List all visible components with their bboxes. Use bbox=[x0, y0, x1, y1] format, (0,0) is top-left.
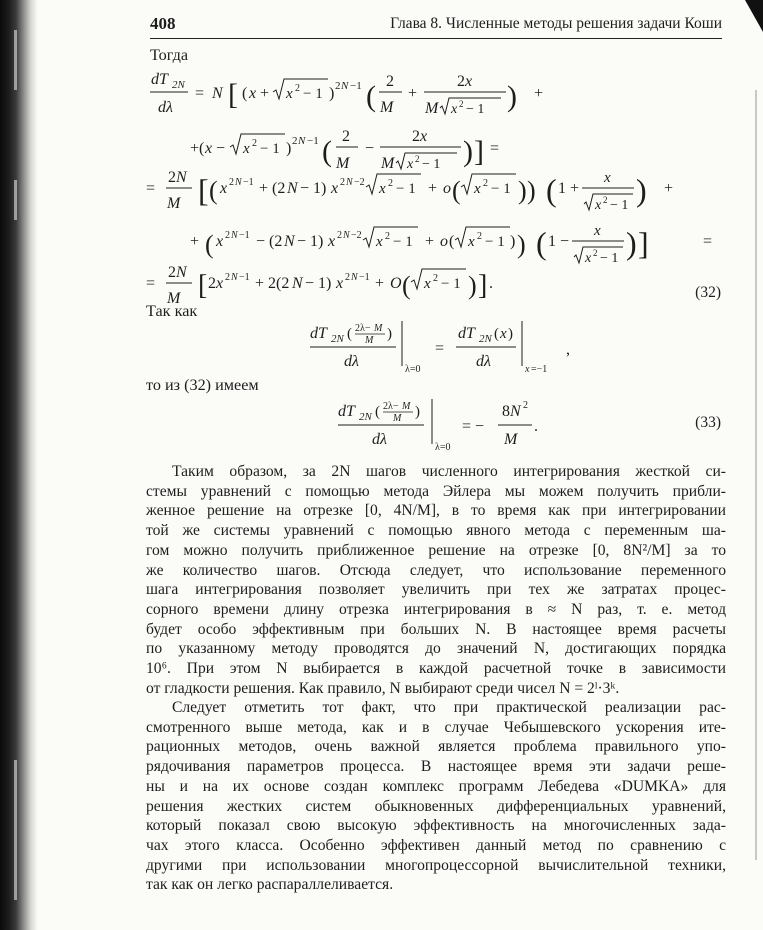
svg-text:x: x bbox=[420, 128, 428, 145]
paragraph-line: гом можно получить приближенное решение на отрезке [0, 8N²/M] за то bbox=[146, 541, 726, 559]
svg-text:− 1: − 1 bbox=[260, 141, 280, 157]
svg-text:(: ( bbox=[375, 404, 380, 420]
svg-text:2: 2 bbox=[292, 135, 298, 147]
svg-text:− 1): − 1) bbox=[297, 233, 324, 250]
svg-text:x: x bbox=[205, 140, 213, 157]
book-binding-shadow bbox=[0, 0, 38, 930]
text-to-iz-32: то из (32) имеем bbox=[146, 376, 259, 394]
svg-text:O: O bbox=[390, 275, 402, 292]
svg-text:− 1: − 1 bbox=[441, 276, 461, 292]
svg-text:dλ: dλ bbox=[476, 353, 491, 370]
equation-32-line-3 bbox=[146, 162, 706, 220]
svg-text:x: x bbox=[336, 275, 344, 292]
svg-text:2: 2 bbox=[386, 73, 394, 90]
svg-text:2: 2 bbox=[342, 128, 350, 145]
svg-text:N: N bbox=[212, 85, 223, 102]
svg-text:2: 2 bbox=[523, 400, 528, 411]
equation-32-line-1 bbox=[148, 66, 588, 126]
page-edge-line bbox=[755, 90, 757, 860]
svg-text:− (2: − (2 bbox=[256, 233, 283, 250]
svg-text:x: x bbox=[220, 180, 228, 197]
svg-text:=: = bbox=[195, 85, 205, 102]
svg-text:x: x bbox=[407, 157, 414, 172]
svg-text:M: M bbox=[374, 323, 383, 334]
svg-text:N: N bbox=[298, 135, 306, 147]
svg-text:(: ( bbox=[494, 326, 499, 342]
svg-text:x: x bbox=[451, 102, 458, 117]
svg-text:+: + bbox=[190, 233, 200, 250]
svg-text:2: 2 bbox=[412, 128, 420, 145]
svg-text:M: M bbox=[402, 401, 411, 412]
svg-text:x: x bbox=[525, 364, 530, 375]
svg-text:x: x bbox=[286, 86, 293, 102]
svg-text:=: = bbox=[490, 140, 500, 157]
svg-text:2: 2 bbox=[168, 169, 176, 186]
paragraph-line: же количество шагов. Отсюда следует, что использование переменного bbox=[146, 561, 726, 579]
svg-text:2: 2 bbox=[477, 231, 482, 242]
svg-text:): ) bbox=[527, 176, 536, 205]
svg-text:=: = bbox=[146, 275, 156, 292]
svg-text:+: + bbox=[534, 85, 544, 102]
svg-text:1 −: 1 − bbox=[548, 233, 570, 250]
svg-text:dλ: dλ bbox=[158, 99, 173, 116]
svg-text:− 1: − 1 bbox=[466, 102, 485, 117]
svg-text:=−1: =−1 bbox=[531, 364, 548, 375]
svg-text:8: 8 bbox=[502, 403, 510, 420]
svg-text:M: M bbox=[167, 290, 181, 307]
svg-text:]: ] bbox=[638, 225, 649, 261]
svg-text:M: M bbox=[380, 99, 394, 116]
paragraph-line: решения жестких систем обыкновенных дифференциальных уравнений, bbox=[146, 797, 726, 815]
svg-text:x: x bbox=[465, 73, 473, 90]
svg-text:N: N bbox=[351, 272, 358, 283]
svg-text:2: 2 bbox=[345, 272, 350, 283]
svg-text:+: + bbox=[408, 85, 418, 102]
svg-text:2: 2 bbox=[337, 230, 342, 241]
svg-text:2: 2 bbox=[208, 275, 216, 292]
svg-text:=: = bbox=[146, 180, 156, 197]
paragraph-line: от гладкости решения. Как правило, N выбирают среди чисел N = 2ˡ·3ᵏ. bbox=[146, 679, 620, 697]
svg-text:x: x bbox=[331, 180, 339, 197]
binding-streak bbox=[14, 30, 17, 90]
svg-text:2: 2 bbox=[483, 178, 488, 189]
paragraph-line: будет особо эффективным при больших N. В настоящее время расчеты bbox=[146, 620, 726, 638]
svg-text:(: ( bbox=[449, 233, 455, 250]
paragraph-line: Следует отметить тот факт, что при практической реализации рас- bbox=[172, 699, 726, 716]
svg-text:N: N bbox=[287, 180, 298, 197]
svg-text:x: x bbox=[424, 276, 431, 292]
svg-text:2: 2 bbox=[225, 230, 230, 241]
paragraph-line: который показал свою высокую эффективность на многочисленных зада- bbox=[146, 817, 726, 835]
svg-text:): ) bbox=[468, 271, 477, 300]
svg-text:M: M bbox=[167, 195, 181, 212]
binding-streak bbox=[14, 180, 17, 220]
paragraph-line: женное решение на отрезке [0, 4N/M], в то время как при интегрировании bbox=[146, 502, 726, 520]
svg-text:2λ−: 2λ− bbox=[355, 323, 371, 334]
svg-text:M: M bbox=[336, 155, 350, 172]
svg-text:dT: dT bbox=[338, 403, 355, 420]
svg-text:N: N bbox=[176, 169, 187, 186]
svg-text:=: = bbox=[703, 233, 713, 250]
svg-text:x: x bbox=[474, 181, 481, 197]
svg-text:2: 2 bbox=[335, 80, 341, 92]
paragraph-line: Таким образом, за 2N шагов численного интегрирования жесткой си- bbox=[172, 463, 726, 480]
svg-text:x: x bbox=[595, 198, 602, 213]
paragraph-line: сорного времени длину отрезка интегрирования в ≈ N раз, т. е. метод bbox=[146, 600, 726, 618]
svg-text:x: x bbox=[468, 234, 475, 250]
svg-text:+: + bbox=[428, 180, 438, 197]
svg-text:): ) bbox=[626, 225, 637, 261]
svg-text:x: x bbox=[500, 326, 507, 342]
svg-text:2: 2 bbox=[385, 231, 390, 242]
running-header bbox=[150, 14, 722, 39]
svg-text:(: ( bbox=[322, 135, 332, 168]
paragraph-line: рядочивания параметров процесса. В настоящее время эти задачи реше- bbox=[146, 758, 726, 776]
svg-text:2: 2 bbox=[433, 273, 438, 284]
svg-text:−1: −1 bbox=[243, 177, 254, 188]
svg-text:N: N bbox=[341, 80, 349, 92]
svg-text:− 1): − 1) bbox=[300, 180, 327, 197]
svg-text:−1: −1 bbox=[239, 272, 250, 283]
svg-text:2: 2 bbox=[388, 178, 393, 189]
svg-text:2: 2 bbox=[229, 177, 234, 188]
svg-text:2: 2 bbox=[415, 154, 420, 164]
svg-text:− 1: − 1 bbox=[303, 86, 323, 102]
paragraph-2 bbox=[146, 698, 726, 895]
svg-text:− 1: − 1 bbox=[393, 234, 413, 250]
svg-text:λ=0: λ=0 bbox=[435, 442, 451, 453]
svg-text:2λ−: 2λ− bbox=[383, 401, 399, 412]
svg-text:[: [ bbox=[228, 78, 238, 111]
paragraph-1 bbox=[146, 462, 726, 698]
svg-text:(: ( bbox=[536, 225, 547, 261]
svg-text:[: [ bbox=[198, 172, 209, 208]
paragraph-line: ны и на их основе создан комплекс программ Лебедева «DUMKA» для bbox=[146, 777, 726, 795]
paragraph-line: чах этого класса. Особенно эффективен данный метод по сравнению с bbox=[146, 836, 726, 854]
svg-text:2: 2 bbox=[459, 99, 464, 109]
svg-text:(: ( bbox=[402, 271, 411, 300]
svg-text:.: . bbox=[489, 275, 493, 292]
equation-32-line-5 bbox=[146, 260, 566, 312]
svg-text:2: 2 bbox=[225, 272, 230, 283]
svg-text:o: o bbox=[443, 180, 451, 197]
svg-text:2N: 2N bbox=[359, 411, 372, 423]
svg-text:M: M bbox=[425, 100, 439, 117]
svg-text:x: x bbox=[216, 275, 224, 292]
equation-label-33: (33) bbox=[695, 414, 721, 431]
svg-text:N: N bbox=[176, 264, 187, 281]
svg-text:M: M bbox=[504, 431, 518, 448]
svg-text:x: x bbox=[585, 251, 592, 266]
svg-text:x: x bbox=[328, 233, 336, 250]
svg-text:− 1: − 1 bbox=[600, 251, 619, 266]
svg-text:x: x bbox=[216, 233, 224, 250]
svg-text:=: = bbox=[435, 340, 445, 357]
svg-text:(: ( bbox=[209, 176, 218, 205]
svg-text:[: [ bbox=[198, 270, 208, 301]
svg-text:2: 2 bbox=[457, 73, 465, 90]
paragraph-line: той же системы уравнений с помощью явного метода с переменным ша- bbox=[146, 522, 726, 540]
svg-text:): ) bbox=[329, 85, 335, 102]
svg-text:): ) bbox=[517, 230, 526, 259]
svg-text:N: N bbox=[231, 272, 238, 283]
svg-text:= −: = − bbox=[462, 418, 485, 435]
paragraph-line: стемы уравнений с помощью метода Эйлера мы можем получить прибли- bbox=[146, 482, 726, 500]
svg-text:−2: −2 bbox=[354, 177, 365, 188]
svg-text:M: M bbox=[365, 335, 374, 346]
svg-text:2: 2 bbox=[593, 248, 598, 258]
paragraph-line: 10⁶. При этом N выбирается в каждой расчетной точке в зависимости bbox=[146, 660, 726, 678]
paragraph-line: другими при использовании многопроцессорной вычислительной техники, bbox=[146, 856, 726, 874]
svg-text:): ) bbox=[415, 404, 420, 420]
svg-text:2: 2 bbox=[252, 138, 257, 149]
svg-text:(: ( bbox=[452, 176, 461, 205]
svg-text:x: x bbox=[379, 181, 386, 197]
svg-text:dT: dT bbox=[458, 325, 475, 342]
svg-text:(: ( bbox=[242, 85, 248, 102]
svg-text:−: − bbox=[216, 140, 226, 157]
svg-text:]: ] bbox=[478, 270, 488, 301]
svg-text:+: + bbox=[664, 180, 674, 197]
svg-text:N: N bbox=[284, 233, 295, 250]
svg-text:dT: dT bbox=[151, 71, 168, 88]
svg-text:−1: −1 bbox=[307, 135, 319, 147]
svg-text:2: 2 bbox=[168, 264, 176, 281]
svg-text:N: N bbox=[235, 177, 242, 188]
svg-text:dλ: dλ bbox=[344, 353, 359, 370]
svg-text:(: ( bbox=[366, 80, 376, 113]
svg-text:x: x bbox=[376, 234, 383, 250]
svg-text:.: . bbox=[534, 418, 538, 435]
svg-text:+: + bbox=[425, 233, 435, 250]
svg-text:− 1: − 1 bbox=[422, 157, 441, 172]
svg-text:): ) bbox=[510, 233, 516, 250]
svg-text:2: 2 bbox=[340, 177, 345, 188]
svg-text:N: N bbox=[510, 403, 521, 420]
svg-text:): ) bbox=[518, 176, 527, 205]
svg-text:]: ] bbox=[474, 135, 484, 168]
svg-text:2: 2 bbox=[295, 83, 300, 94]
svg-text:2N: 2N bbox=[331, 333, 344, 345]
paragraph-line: по указанному методу проводятся до значений N, достигающих порядка bbox=[146, 640, 726, 658]
svg-text:(: ( bbox=[347, 326, 352, 342]
paragraph-line: смотренного выше метода, как и в случае Чебышевского ускорения ите- bbox=[146, 718, 726, 736]
svg-text:x: x bbox=[594, 223, 601, 239]
svg-text:−: − bbox=[365, 140, 375, 157]
equation-substitution bbox=[310, 316, 600, 378]
svg-text:): ) bbox=[508, 326, 513, 342]
svg-text:2: 2 bbox=[603, 195, 608, 205]
svg-text:M: M bbox=[393, 413, 402, 424]
svg-text:x: x bbox=[243, 141, 250, 157]
svg-text:): ) bbox=[387, 326, 392, 342]
paragraph-line: рационных методов, очень важной является проблема правильного упо- bbox=[146, 738, 726, 756]
svg-text:− 1: − 1 bbox=[491, 181, 511, 197]
text-tak-kak: Так как bbox=[146, 302, 198, 320]
paragraph-line: шага интегрирования позволяет увеличить при тех же затратах процес- bbox=[146, 581, 726, 599]
svg-text:2N: 2N bbox=[172, 79, 185, 91]
page-corner-shadow bbox=[745, 0, 763, 32]
svg-text:− 1: − 1 bbox=[396, 181, 416, 197]
text-togda: Тогда bbox=[150, 46, 189, 64]
svg-text:+: + bbox=[375, 275, 385, 292]
svg-text:− 1): − 1) bbox=[305, 275, 332, 292]
svg-text:): ) bbox=[636, 172, 647, 208]
svg-text:,: , bbox=[566, 341, 570, 358]
page-number: 408 bbox=[150, 14, 176, 33]
svg-text:x: x bbox=[249, 85, 257, 102]
svg-text:): ) bbox=[286, 140, 292, 157]
svg-text:+(: +( bbox=[190, 140, 205, 157]
svg-text:+ 2(2: + 2(2 bbox=[255, 275, 290, 292]
svg-text:− 1: − 1 bbox=[610, 198, 629, 213]
svg-text:dλ: dλ bbox=[372, 431, 387, 448]
svg-text:(: ( bbox=[546, 172, 557, 208]
svg-text:(: ( bbox=[205, 230, 214, 259]
svg-text:M: M bbox=[381, 155, 395, 172]
svg-text:−1: −1 bbox=[359, 272, 370, 283]
svg-text:N: N bbox=[292, 275, 303, 292]
svg-text:−1: −1 bbox=[239, 230, 250, 241]
svg-text:): ) bbox=[463, 135, 473, 168]
paragraph-line: так как он легко распараллеливается. bbox=[146, 876, 394, 894]
svg-text:2N: 2N bbox=[479, 333, 492, 345]
svg-text:−1: −1 bbox=[350, 80, 362, 92]
equation-label-32: (32) bbox=[695, 284, 721, 301]
svg-text:N: N bbox=[231, 230, 238, 241]
equation-33 bbox=[338, 394, 578, 456]
svg-text:o: o bbox=[440, 233, 448, 250]
binding-streak bbox=[14, 760, 17, 900]
svg-text:): ) bbox=[507, 80, 517, 113]
svg-text:N: N bbox=[343, 230, 350, 241]
svg-text:−2: −2 bbox=[351, 230, 362, 241]
svg-text:1 +: 1 + bbox=[558, 180, 580, 197]
svg-text:− 1: − 1 bbox=[485, 234, 505, 250]
svg-text:N: N bbox=[346, 177, 353, 188]
svg-text:+: + bbox=[260, 85, 270, 102]
chapter-title: Глава 8. Численные методы решения задачи Коши bbox=[390, 15, 722, 32]
svg-text:λ=0: λ=0 bbox=[405, 364, 421, 375]
svg-text:x: x bbox=[604, 170, 611, 186]
svg-text:dT: dT bbox=[310, 325, 327, 342]
svg-text:+ (2: + (2 bbox=[259, 180, 286, 197]
